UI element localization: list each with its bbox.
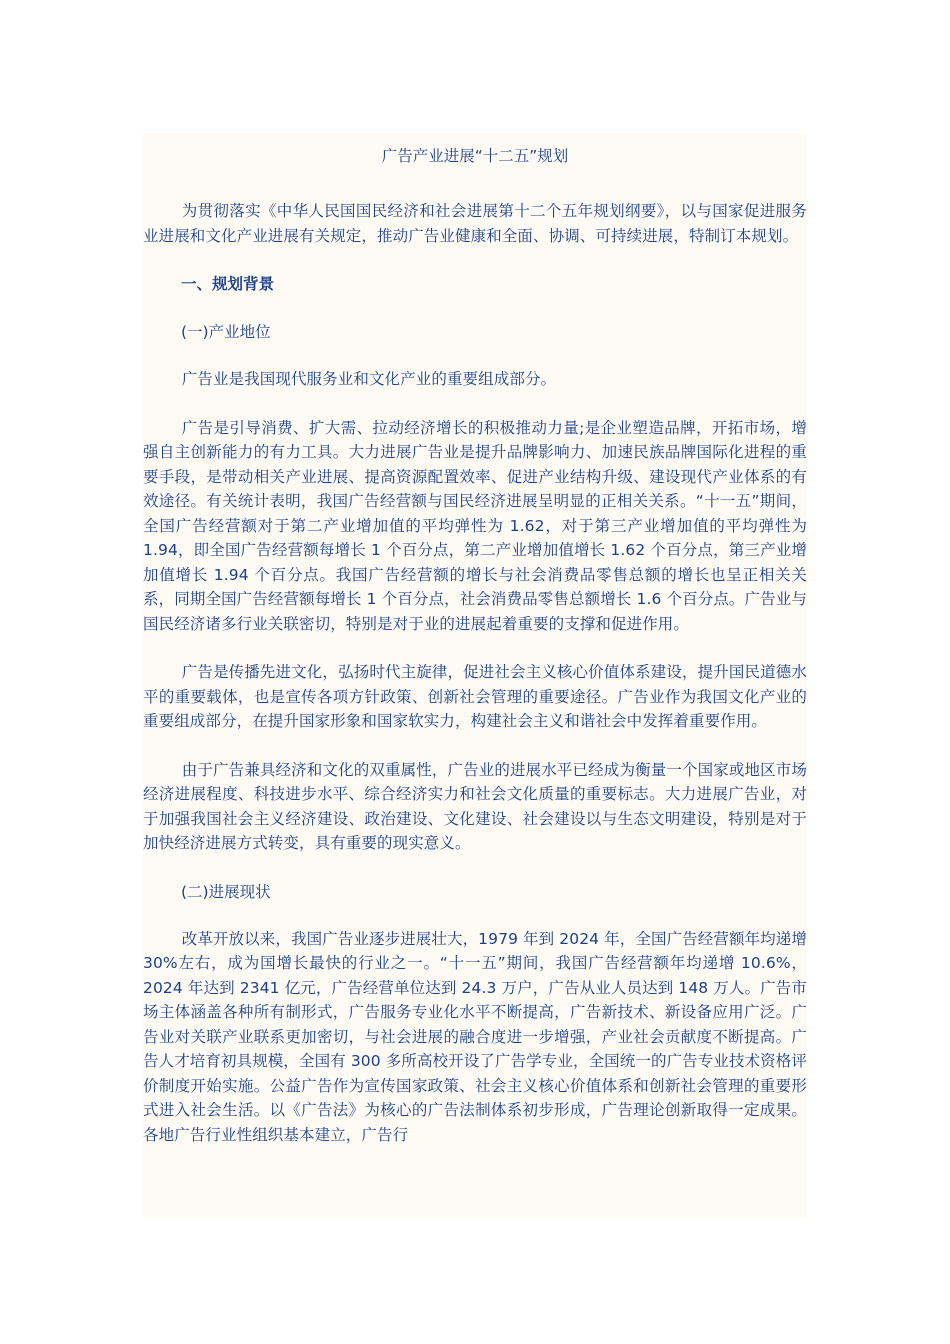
paragraph: 广告业是我国现代服务业和文化产业的重要组成部分。 [181,370,557,388]
document-title: 广告产业进展“十二五”规划 [381,147,569,165]
paragraph: 广告是引导消费、扩大需、拉动经济增长的积极推动力量;是企业塑造品牌，开拓市场，增强自主创新能力的有力工具。大力进展广告业是提升品牌影响力、加速民族品牌国际化进程的重要手段，是带动相关产业进展、提高资源配置效率、促进产业结构升级、建设现代产业体系的有效途径。有关统计表明，我国广告经营额与国民经济进展呈明显的正相关关系。“十一五”期间，全国广告经营额对于第二产业增加值的平均弹性为 1.62，对于第三产业增加值的平均弹性为 1.94，即全国广告经营额每增长 1 个百分点，第二产业增加值增长 1.62 个百分点，第三产业增加值增长 1.94 个百分点。我国广告经营额的增长与社会消费品零售总额的增长也呈正相关关系，同期全国广告经营额每增长 1 个百分点，社会消费品零售总额增长 1.6 个百分点。广告业与国民经济诸多行业关联密切，特别是对于业的进展起着重要的支撑和促进作用。 [143,418,807,633]
section-heading-background: 一、规划背景 [181,275,275,293]
paragraph: 由于广告兼具经济和文化的双重属性，广告业的进展水平已经成为衡量一个国家或地区市场经济进展程度、科技进步水平、综合经济实力和社会文化质量的重要标志。大力进展广告业，对于加强我国社会主义经济建设、政治建设、文化建设、社会建设以与生态文明建设，特别是对于加快经济进展方式转变，具有重要的现实意义。 [143,760,807,852]
document-page [143,133,807,1218]
paragraph: 改革开放以来，我国广告业逐步进展壮大，1979 年到 2024 年，全国广告经营额年均递增 30%左右，成为国增长最快的行业之一。“十一五”期间，我国广告经营额年均递增 10.6%，2024 年达到 2341 亿元，广告经营单位达到 24.3 万户，广告从业人员达到 148 万人。广告市场主体涵盖各种所有制形式，广告服务专业化水平不断提高，广告新技术、新设备应用广泛。广告业对关联产业联系更加密切，与社会进展的融合度进一步增强，产业社会贡献度不断提高。广告人才培育初具规模，全国有 300 多所高校开设了广告学专业，全国统一的广告专业技术资格评价制度开始实施。公益广告作为宣传国家政策、社会主义核心价值体系和创新社会管理的重要形式进入社会生活。以《广告法》为核心的广告法制体系初步形成，广告理论创新取得一定成果。各地广告行业性组织基本建立，广告行 [143,929,807,1144]
sub-heading-industry-position: (一)产业地位 [181,323,271,341]
paragraph: 广告是传播先进文化，弘扬时代主旋律，促进社会主义核心价值体系建设，提升国民道德水平的重要载体，也是宣传各项方针政策、创新社会管理的重要途径。广告业作为我国文化产业的重要组成部分，在提升国家形象和国家软实力，构建社会主义和谐社会中发挥着重要作用。 [143,663,807,730]
sub-heading-development-status: (二)进展现状 [181,882,271,901]
intro-paragraph: 为贯彻落实《中华人民国国民经济和社会进展第十二个五年规划纲要》，以与国家促进服务业进展和文化产业进展有关规定，推动广告业健康和全面、协调、可持续进展，特制订本规划。 [143,202,807,245]
